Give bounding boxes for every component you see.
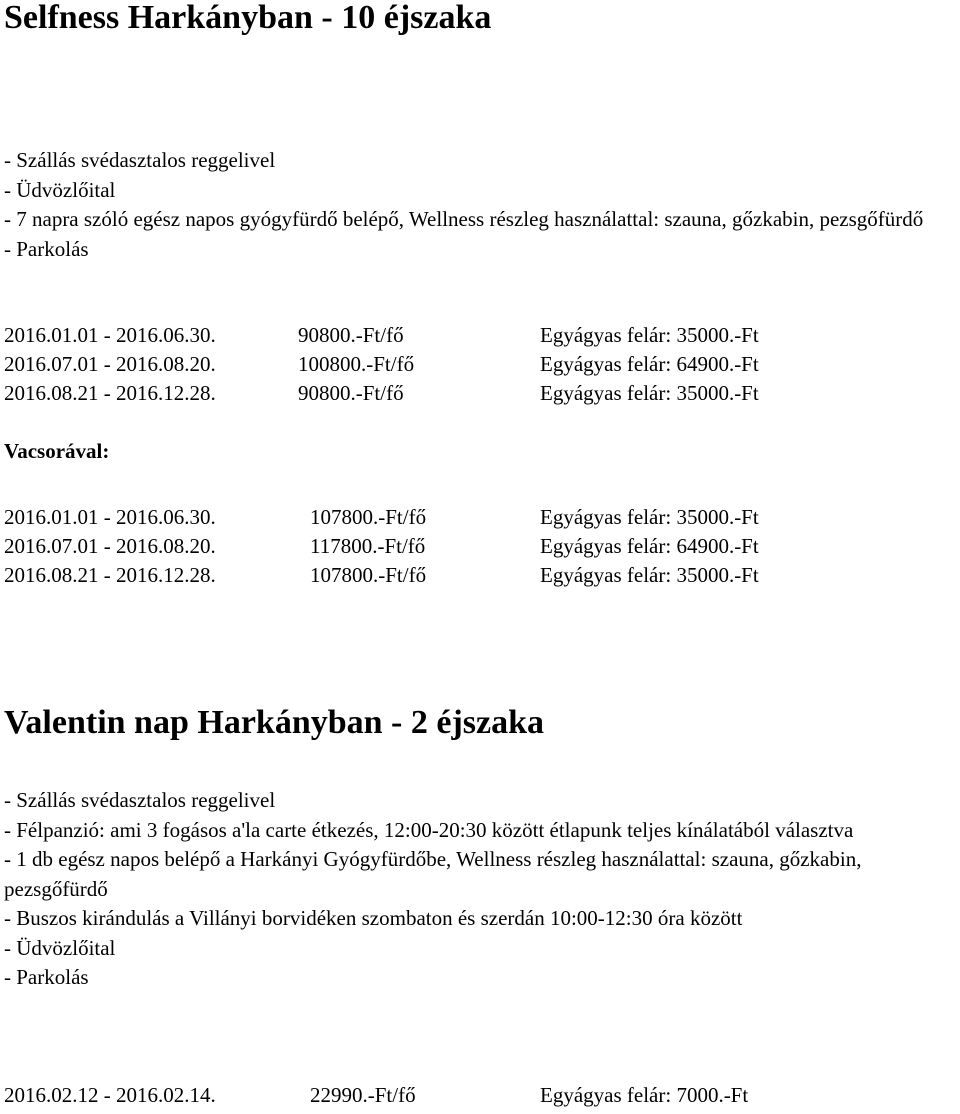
dinner-heading: Vacsorával:: [4, 439, 110, 463]
price-per-person: 107800.-Ft/fő: [310, 505, 427, 529]
date-range: 2016.01.01 - 2016.06.30.: [4, 505, 216, 529]
offer1-feature-list: [4, 146, 956, 264]
price-row: [4, 379, 954, 408]
single-supplement: Egyágyas felár: 7000.-Ft: [540, 1083, 749, 1107]
price-row: [4, 321, 954, 350]
price-per-person: 100800.-Ft/fő: [298, 352, 415, 376]
offer1-title: Selfness Harkányban - 10 éjszaka: [4, 0, 492, 36]
list-item: - Parkolás: [4, 236, 89, 261]
single-supplement: Egyágyas felár: 35000.-Ft: [540, 505, 759, 529]
single-supplement: Egyágyas felár: 35000.-Ft: [540, 563, 759, 587]
date-range: 2016.02.12 - 2016.02.14.: [4, 1083, 216, 1107]
list-item: - Üdvözlőital: [4, 177, 116, 202]
date-range: 2016.08.21 - 2016.12.28.: [4, 381, 216, 405]
offer2-feature-list: [4, 786, 956, 993]
date-range: 2016.01.01 - 2016.06.30.: [4, 323, 216, 347]
list-item: - Buszos kirándulás a Villányi borvidéken szombaton és szerdán 10:00-12:30 óra között: [4, 906, 743, 930]
list-item: - Üdvözlőital: [4, 935, 116, 960]
price-per-person: 117800.-Ft/fő: [310, 534, 426, 558]
date-range: 2016.07.01 - 2016.08.20.: [4, 352, 216, 376]
single-supplement: Egyágyas felár: 64900.-Ft: [540, 534, 759, 558]
price-per-person: 90800.-Ft/fő: [298, 323, 404, 347]
price-per-person: 22990.-Ft/fő: [310, 1083, 416, 1107]
list-item: - Parkolás: [4, 965, 89, 989]
list-item: - Szállás svédasztalos reggelivel: [4, 788, 276, 812]
list-item: - Félpanzió: ami 3 fogásos a'la carte étkezés, 12:00-20:30 között étlapunk teljes kínálatából választva: [4, 817, 854, 842]
price-per-person: 107800.-Ft/fő: [310, 563, 427, 587]
offer2-title: Valentin nap Harkányban - 2 éjszaka: [4, 704, 545, 741]
price-row: [4, 503, 954, 532]
list-item: - 7 napra szóló egész napos gyógyfürdő belépő, Wellness részleg használattal: szauna, gőzkabin, pezsgőfürdő: [4, 207, 924, 231]
date-range: 2016.07.01 - 2016.08.20.: [4, 534, 216, 558]
price-row: [4, 1081, 954, 1110]
list-item: - Szállás svédasztalos reggelivel: [4, 148, 276, 172]
price-row: [4, 561, 954, 590]
price-row: [4, 532, 954, 561]
single-supplement: Egyágyas felár: 35000.-Ft: [540, 323, 759, 347]
single-supplement: Egyágyas felár: 64900.-Ft: [540, 352, 759, 376]
price-per-person: 90800.-Ft/fő: [298, 381, 404, 405]
price-row: [4, 350, 954, 379]
single-supplement: Egyágyas felár: 35000.-Ft: [540, 381, 759, 405]
date-range: 2016.08.21 - 2016.12.28.: [4, 563, 216, 587]
list-item: - 1 db egész napos belépő a Harkányi Gyógyfürdőbe, Wellness részleg használattal: szauna, gőzkabin, pezsgőfürdő: [4, 847, 862, 901]
